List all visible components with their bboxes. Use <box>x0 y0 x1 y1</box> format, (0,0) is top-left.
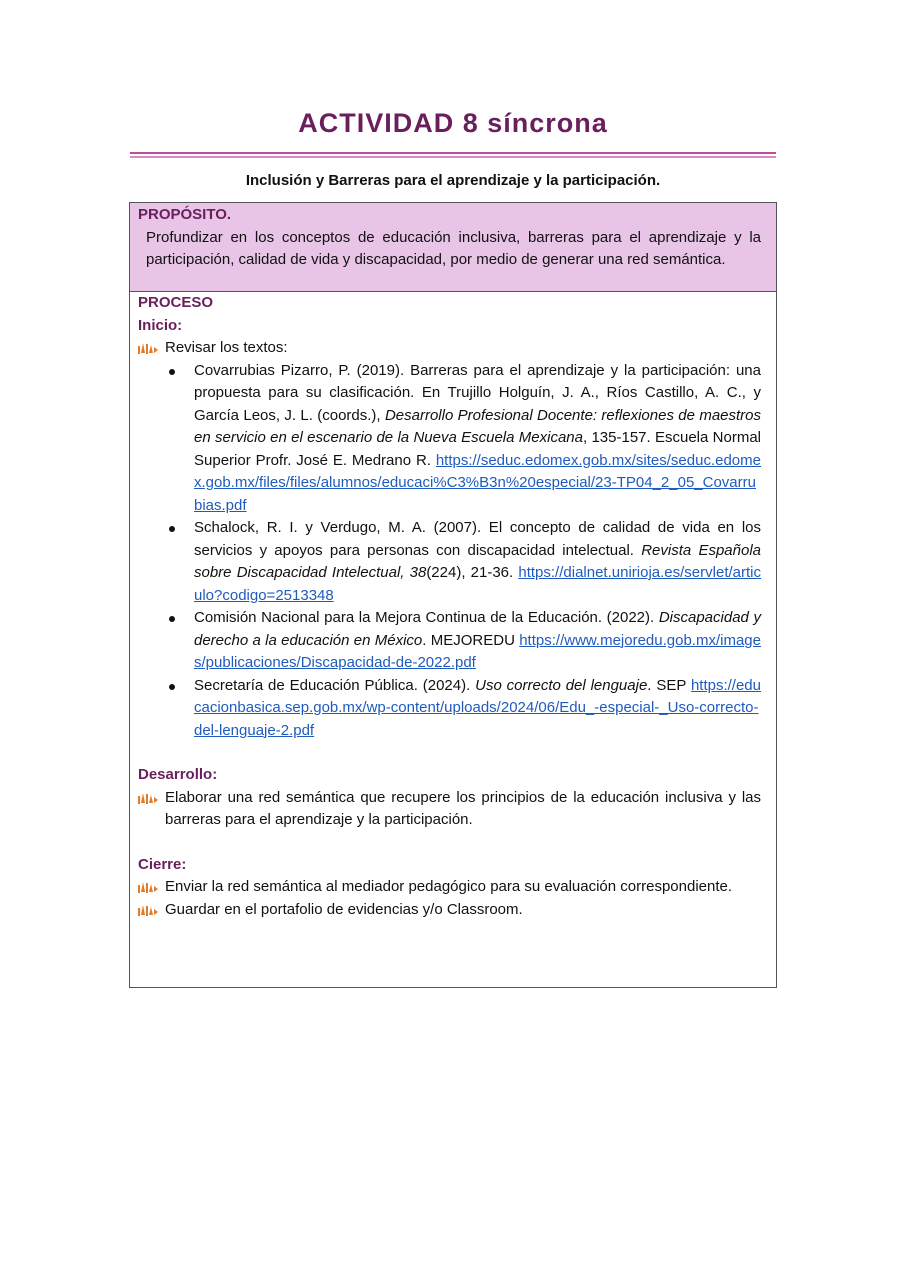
reference-item <box>194 607 761 675</box>
reference-link[interactable]: https://seduc.edomex.gob.mx/sites/seduc.edomex.gob.mx/files/files/alumnos/educaci%C3%B3n%20especial/23-TP04_2_05_Covarrubias.pdf <box>194 451 761 514</box>
proceso-section <box>130 292 776 921</box>
desarrollo-item-text: Elaborar una red semántica que recupere los principios de la educación inclusiva y las barreras para el aprendizaje y la participación. <box>165 788 761 828</box>
inicio-label: Inicio: <box>138 316 183 334</box>
reference-source: , 135-157. Escuela Normal Superior Profr. José E. Medrano R. <box>194 429 761 469</box>
proposito-text: Profundizar en los conceptos de educación inclusiva, barreras para el aprendizaje y la participación, calidad de vida y discapacidad, por medio de generar una red semántica. <box>146 228 761 268</box>
desarrollo-label: Desarrollo: <box>138 766 218 783</box>
arrows-icon <box>138 876 162 898</box>
reference-list <box>138 360 761 743</box>
desarrollo-item <box>138 787 761 832</box>
page-subtitle: Inclusión y Barreras para el aprendizaje y la participación. <box>245 172 661 189</box>
reference-title: Discapacidad y derecho a la educación en México <box>194 609 762 649</box>
cierre-item <box>138 899 761 922</box>
activity-table <box>129 202 777 988</box>
title-divider <box>130 152 776 154</box>
cierre-label: Cierre: <box>138 855 187 873</box>
arrows-icon <box>138 899 162 921</box>
inicio-item-text: Revisar los textos: <box>165 339 288 356</box>
reference-item <box>194 675 761 743</box>
reference-link[interactable]: https://dialnet.unirioja.es/servlet/articulo?codigo=2513348 <box>194 564 761 604</box>
proposito-section <box>130 203 776 292</box>
reference-text: Comisión Nacional para la Mejora Continua de la Educación. (2022). <box>194 609 659 626</box>
reference-title: Revista Española sobre Discapacidad Intelectual, 38 <box>194 541 761 581</box>
reference-text: Secretaría de Educación Pública. (2024). <box>194 676 476 694</box>
page-title: ACTIVIDAD 8 síncrona <box>298 108 608 138</box>
reference-item <box>194 360 761 518</box>
arrows-icon <box>138 787 162 809</box>
cierre-item-text: Guardar en el portafolio de evidencias y/o Classroom. <box>165 900 523 918</box>
reference-text: Covarrubias Pizarro, P. (2019). Barreras para el aprendizaje y la participación: una propuesta para su clasificación. En Trujillo Holguín, J. A., Ríos Castillo, A. C., y García Leos, J. L. (coords.), <box>194 361 761 424</box>
inicio-item <box>138 337 761 360</box>
reference-text: Schalock, R. I. y Verdugo, M. A. (2007). El concepto de calidad de vida en los servicios y apoyos para personas con discapacidad intelectual. <box>194 519 761 559</box>
reference-item <box>194 517 761 607</box>
title-divider-secondary <box>130 156 776 158</box>
arrows-icon <box>138 337 162 359</box>
reference-link[interactable]: https://educacionbasica.sep.gob.mx/wp-content/uploads/2024/06/Edu_-especial-_Uso-correcto-del-lenguaje-2.pdf <box>194 676 761 739</box>
reference-source: . MEJOREDU <box>422 631 520 649</box>
cierre-item <box>138 876 761 899</box>
reference-title: Uso correcto del lenguaje <box>475 676 648 694</box>
proposito-label: PROPÓSITO. <box>138 206 232 223</box>
proceso-label: PROCESO <box>138 294 214 311</box>
reference-source: (224), 21-36. <box>426 564 519 581</box>
reference-title: Desarrollo Profesional Docente: reflexiones de maestros en servicio en el escenario de la Nueva Escuela Mexicana <box>194 406 762 446</box>
reference-link[interactable]: https://www.mejoredu.gob.mx/images/publicaciones/Discapacidad-de-2022.pdf <box>194 631 761 671</box>
reference-source: . SEP <box>647 676 691 694</box>
cierre-item-text: Enviar la red semántica al mediador pedagógico para su evaluación correspondiente. <box>165 878 733 895</box>
